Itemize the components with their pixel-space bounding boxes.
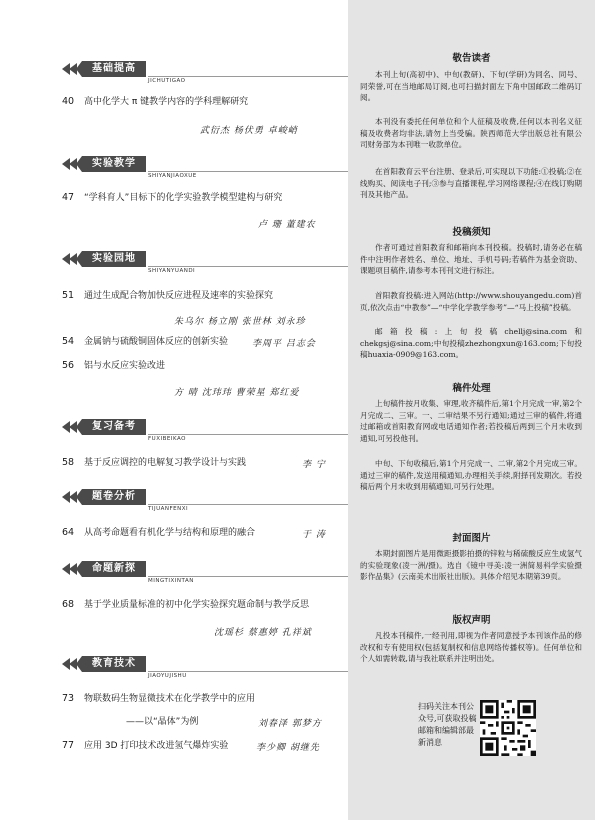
- page-number: 47: [62, 192, 75, 203]
- article-title: “学科育人”目标下的化学实验教学模型建构与研究: [84, 193, 283, 203]
- section-pinyin: SHIYANYUANDI: [148, 268, 196, 274]
- notice-paragraph: 首阳教育投稿:进入网站(http://www.shouyangedu.com)首页,依次点击“中教参”—“中学化学教学参考”—“马上投稿”投稿。: [360, 291, 582, 312]
- page-number: 58: [62, 457, 75, 468]
- article-title: 高中化学大 π 键教学内容的学科理解研究: [84, 97, 249, 107]
- page-number: 56: [62, 360, 75, 371]
- article-authors: 方 晴 沈玮玮 曹荣星 郑红爱: [174, 388, 300, 398]
- notice-paragraph: 本刊没有委托任何单位和个人征稿及收费,任何以本刊名义征稿及收费者均非法,请勿上当受骗。陕西师范大学出版总社有限公司财务部为本刊唯一收款单位。: [360, 117, 582, 150]
- article-authors: 李周平 吕志会: [252, 339, 316, 349]
- article-authors: 刘春泽 郭梦方: [258, 719, 322, 729]
- notice-paragraph: 本刊上旬(高初中)、中旬(教研)、下旬(学研)为同名、同号、同荣誉,可在当地邮局订阅,也可扫描封面左下角中国邮政二维码订阅。: [360, 70, 582, 103]
- page-number: 64: [62, 527, 75, 538]
- notice-paragraph: 凡投本刊稿件,一经刊用,即视为作者同意授予本刊该作品的修改权和专有使用权(包括复制权和信息网络传播权等)。任何单位和个人如需转载,请与我社联系并注明出处。: [360, 631, 582, 664]
- article-authors: 武衍杰 杨伏勇 卓峻峭: [200, 126, 298, 136]
- article-title: 金属钠与硫酸铜固体反应的创新实验: [84, 337, 229, 347]
- section-title: 实验园地: [82, 251, 146, 267]
- notice-heading: 敬告读者: [452, 53, 491, 64]
- toc-entry[interactable]: [62, 96, 248, 108]
- toc-entry[interactable]: [62, 192, 282, 204]
- page-number: 73: [62, 693, 75, 704]
- article-authors: 卢 珊 董建农: [258, 220, 316, 230]
- page-number: 68: [62, 599, 75, 610]
- toc-entry[interactable]: [62, 360, 165, 372]
- reader-notice-sidebar: [348, 0, 595, 820]
- notice-paragraph: 在首阳教育云平台注册、登录后,可实现以下功能:①投稿;②在线购买、阅读电子刊;③参与直播课程,学习网络课程;④在线订购期刊及其他产品。: [360, 167, 582, 200]
- notice-heading: 版权声明: [452, 615, 491, 626]
- notice-paragraph: 作者可通过首阳教育和邮箱向本刊投稿。投稿时,请务必在稿件中注明作者姓名、单位、地址、手机号码;若稿件为基金资助、课题项目稿件,请参考本刊刊文进行标注。: [360, 243, 582, 276]
- toc-entry[interactable]: [62, 290, 273, 302]
- article-title: 通过生成配合物加快反应进程及速率的实验探究: [84, 291, 274, 301]
- article-title: 应用 3D 打印技术改进氢气爆炸实验: [84, 741, 229, 751]
- notice-heading: 稿件处理: [452, 383, 491, 394]
- article-authors: 李少卿 胡继先: [256, 743, 320, 753]
- section-pinyin: MINGTIXINTAN: [148, 578, 194, 584]
- section-title: 题卷分析: [82, 489, 146, 505]
- notice-heading: 封面图片: [452, 533, 491, 544]
- article-title: 基于学业质量标准的初中化学实验探究题命制与教学反思: [84, 600, 310, 610]
- notice-paragraph: 邮箱投稿:上旬投稿chellj@sina.com和chekgsj@sina.com;中旬投稿zhezhongxun@163.com;下旬投稿huaxia-0909@163.com。: [360, 327, 582, 360]
- notice-heading: 投稿须知: [452, 227, 491, 238]
- section-title: 基础提高: [82, 61, 146, 77]
- page-number: 77: [62, 740, 75, 751]
- section-title: 复习备考: [82, 419, 146, 435]
- toc-entry[interactable]: [62, 740, 228, 752]
- section-pinyin: FUXIBEIKAO: [148, 436, 186, 442]
- article-subtitle: [126, 716, 198, 728]
- qr-code-icon[interactable]: [480, 700, 536, 756]
- section-title: 命题新探: [82, 561, 146, 577]
- section-pinyin: JICHUTIGAO: [148, 78, 186, 84]
- article-title: 基于反应调控的电解复习教学设计与实践: [84, 458, 247, 468]
- article-title: 物联数码生物显微技术在化学教学中的应用: [84, 694, 256, 704]
- notice-paragraph: 本期封面图片是用微距摄影拍摄的锌粒与稀硫酸反应生成氢气的实验现象(凌一洲/摄)。选自《镜中寻美:凌一洲简易科学实验摄影作品集》(云南美术出版社出版)。具体介绍见本期第39页。: [360, 549, 582, 582]
- article-authors: 李 宁: [302, 460, 326, 470]
- toc-entry[interactable]: [62, 336, 228, 348]
- notice-paragraph: 上旬稿件按月收集、审理,收齐稿件后,第1个月完成一审,第2个月完成二、三审。一、二审结果不另行通知;通过三审的稿件,将通过邮箱或首阳教育网或电话通知作者;若投稿后两到三个月未收到通知,可另投他刊。: [360, 399, 582, 443]
- article-title: 从高考命题看有机化学与结构和原理的融合: [84, 528, 256, 538]
- article-subtitle-text: ——以“晶体”为例: [126, 717, 199, 727]
- section-pinyin: TIJUANFENXI: [148, 506, 189, 512]
- toc-entry[interactable]: [62, 599, 309, 611]
- toc-entry[interactable]: [62, 693, 255, 705]
- section-pinyin: SHIYANJIAOXUE: [148, 173, 197, 179]
- article-authors: 于 涛: [302, 530, 326, 540]
- page-number: 54: [62, 336, 75, 347]
- section-pinyin: JIAOYUJISHU: [148, 673, 187, 679]
- section-title: 教育技术: [82, 656, 146, 672]
- page-number: 51: [62, 290, 75, 301]
- article-title: 铝与水反应实验改进: [84, 361, 166, 371]
- page-number: 40: [62, 96, 75, 107]
- section-title: 实验教学: [82, 156, 146, 172]
- article-authors: 朱乌尔 杨立刚 张世林 刘永珍: [174, 317, 306, 327]
- toc-entry[interactable]: [62, 527, 255, 539]
- notice-paragraph: 中旬、下旬收稿后,第1个月完成一、二审,第2个月完成三审。通过三审的稿件,发送用稿通知,办理相关手续,附择刊发期次。若投稿后两个月未收到用稿通知,可另行处理。: [360, 459, 582, 492]
- toc-entry[interactable]: [62, 457, 246, 469]
- article-authors: 沈瑶杉 蔡惠婷 孔祥斌: [214, 628, 312, 638]
- qr-caption: 扫码关注本刊公众号,可获取投稿邮箱和编辑部最新消息: [418, 702, 477, 747]
